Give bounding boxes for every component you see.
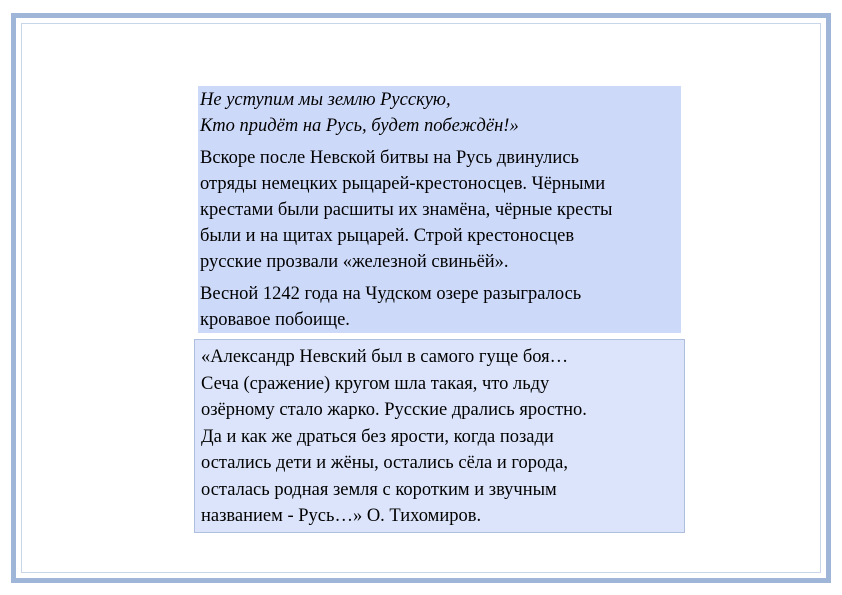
paragraph-2-line-1: Весной 1242 года на Чудском озере разыгралось <box>200 284 582 304</box>
quote-line-1: «Александр Невский был в самого гуще боя… <box>201 347 569 367</box>
quote-line-4: Да и как же драться без ярости, когда позади <box>201 426 554 447</box>
tikhomirov-quote-block <box>194 339 685 533</box>
quote-line-7: названием - Русь…» О. Тихомиров. <box>201 506 482 526</box>
quote-line-5: остались дети и жёны, остались сёла и города, <box>201 453 568 473</box>
poem-quote-line-2: Кто придёт на Русь, будет побеждён!» <box>200 116 519 136</box>
paragraph-1-line-5: русские прозвали «железной свиньёй». <box>200 252 509 272</box>
paragraph-1-line-1: Вскоре после Невской битвы на Русь двинулись <box>200 148 579 168</box>
story-text-block <box>198 86 681 333</box>
paragraph-1-line-2: отряды немецких рыцарей-крестоносцев. Чёрными <box>200 174 606 194</box>
poem-quote-line-1: Не уступим мы землю Русскую, <box>200 90 451 110</box>
quote-line-2: Сеча (сражение) кругом шла такая, что льду <box>201 373 550 394</box>
paragraph-1-line-4: были и на щитах рыцарей. Строй крестоносцев <box>200 226 575 246</box>
paragraph-1-line-3: крестами были расшиты их знамёна, чёрные кресты <box>200 200 613 220</box>
quote-line-6: осталась родная земля с коротким и звучным <box>201 479 557 500</box>
paragraph-2-line-2: кровавое побоище. <box>200 310 350 330</box>
quote-line-3: озёрному стало жарко. Русские дрались яростно. <box>201 400 587 420</box>
